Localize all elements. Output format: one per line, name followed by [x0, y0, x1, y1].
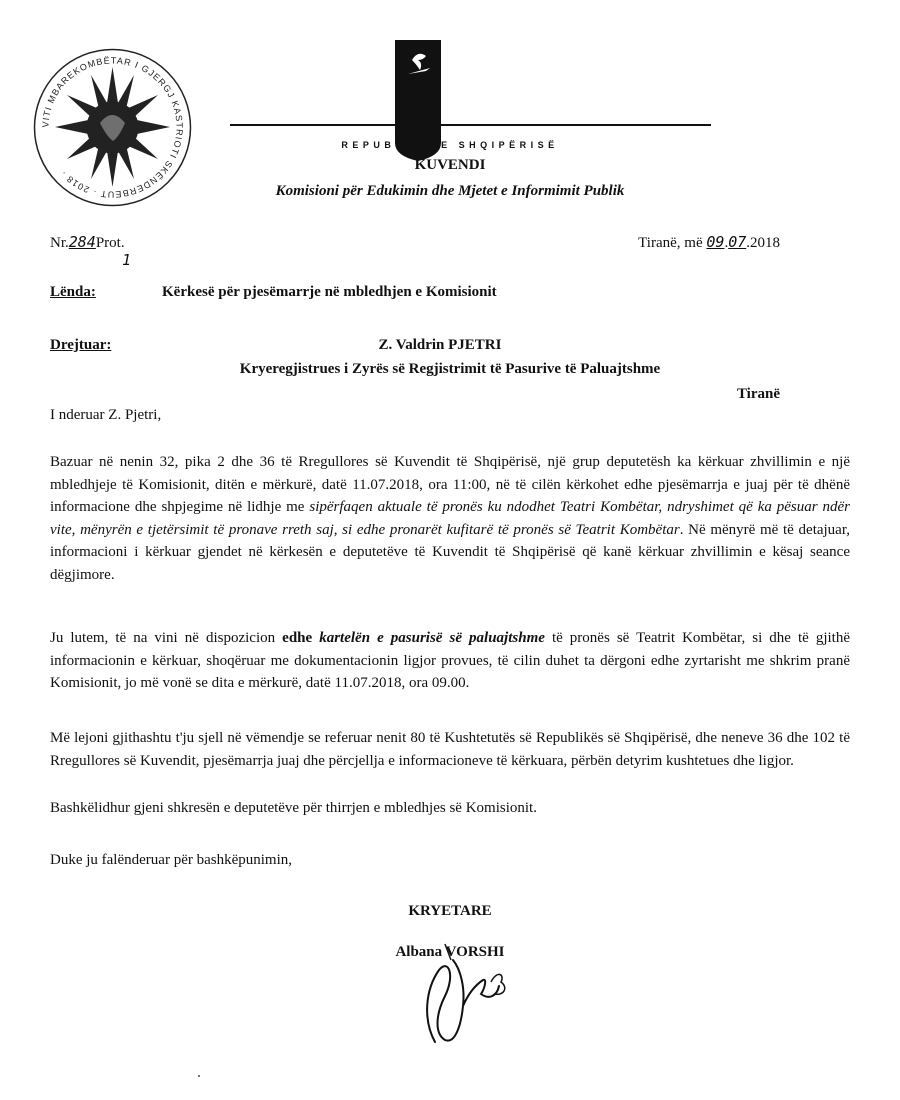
header-rule-right — [441, 124, 711, 126]
salutation: I nderuar Z. Pjetri, — [50, 407, 162, 423]
recipient-title: Kryeregjistrues i Zyrës së Regjistrimit të Pasurive të Paluajtshme — [239, 361, 661, 377]
recipient-city: Tiranë — [736, 386, 780, 402]
handwritten-signature — [405, 930, 515, 1050]
scan-speck — [198, 1075, 200, 1077]
body-paragraph-3: Më lejoni gjithashtu t'ju sjell në vëmendje se referuar nenit 80 të Kushtetutës së Republikës së Shqipërisë, dhe neneve 36 dhe 102 të Rregullores së Kuvendit, pjesëmarrja juaj dhe përcjellja e informacioneve të kërkuara, përbën detyrim kushtetues dhe ligjor. — [50, 730, 850, 769]
seal-ring-text: VITI MBAREKOMBËTAR I GJERGJ KASTRIOTI SKËNDERBEUT · 2018 · — [40, 55, 185, 200]
subject-label: Lënda: — [50, 284, 96, 300]
date-month: 07 — [728, 233, 747, 251]
date-place: Tiranë, më — [638, 235, 703, 251]
committee-name: Komisioni për Edukimin dhe Mjetet e Informimit Publik — [275, 183, 625, 199]
ref-sub-number: 1 — [122, 251, 132, 269]
ref-suffix: Prot. — [95, 235, 125, 251]
header-rule-left — [230, 124, 395, 126]
recipient-name: Z. Valdrin PJETRI — [378, 337, 502, 353]
ref-number: 284 — [68, 233, 96, 251]
body-paragraph-2: Ju lutem, të na vini në dispozicion edhe kartelën e pasurisë së paluajtshme të pronës së Teatrit Kombëtar, si dhe të gjithë informacionin e kërkuar, shoqëruar me dokumentacionin ligjor provues, të cilin duhet ta dërgoni edhe zyrtarisht me shkrim pranë Komisionit, jo më vonë se dita e mërkurë, datë 11.07.2018, ora 09.00. — [50, 630, 851, 691]
institution-name: KUVENDI — [414, 157, 486, 173]
date-year: .2018 — [746, 235, 780, 251]
subject-text: Kërkesë për pjesëmarrje në mbledhjen e Komisionit — [162, 284, 497, 300]
republic-name: REPUBLIKA E SHQIPËRISË — [341, 140, 559, 150]
signer-name: Albana VORSHI — [395, 944, 505, 960]
date-day: 09 — [706, 233, 725, 251]
body-paragraph-4: Bashkëlidhur gjeni shkresën e deputetëve për thirrjen e mbledhjes së Komisionit. — [50, 800, 537, 816]
date-separator: . — [724, 235, 729, 251]
recipient-label: Drejtuar: — [50, 337, 112, 353]
signer-role: KRYETARE — [408, 903, 492, 919]
letter-date — [638, 233, 780, 252]
closing-line: Duke ju falënderuar për bashkëpunimin, — [50, 852, 292, 868]
protocol-reference — [50, 233, 132, 269]
body-paragraph-1: Bazuar në nenin 32, pika 2 dhe 36 të Rregullores së Kuvendit të Shqipërisë, një grup deputetësh ka kërkuar zhvillimin e një mbledhjeje të Komisionit, ditën e mërkurë, datë 11.07.2018, ora 11:00, në të cilën kërkohet edhe pjesëmarrja e juaj për të dhënë informacione dhe shpjegime në lidhje me sipërfaqen aktuale të pronës ku ndodhet Teatri Kombëtar, ndryshimet që ka pësuar ndër vite, mënyrën e tjetërsimit të pronave rreth saj, si edhe pronarët kufitarë të pronës së Teatrit Kombëtar. Në mënyrë më të detajuar, informacioni i kërkuar gjendet në kërkesën e deputetëve të Kuvendit të Shqipërisë që kanë kërkuar zhvillimin e kësaj seance dëgjimore. — [50, 454, 851, 583]
ref-prefix: Nr. — [50, 235, 69, 251]
